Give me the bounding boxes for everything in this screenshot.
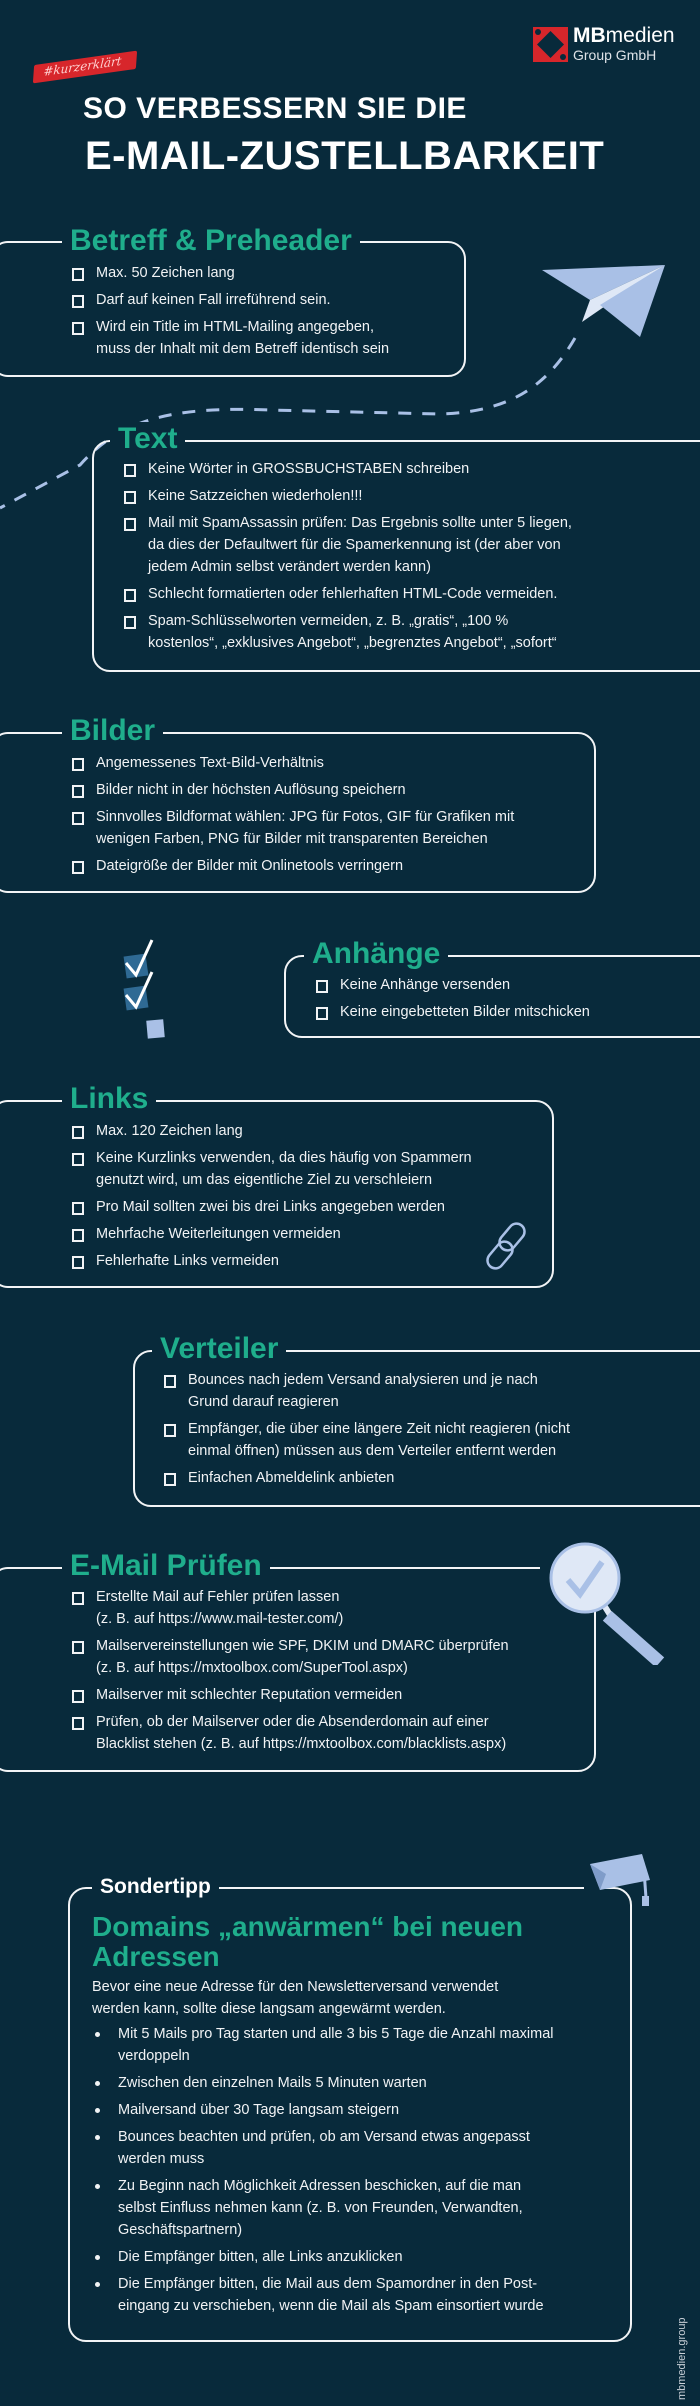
checkbox-icon	[72, 1717, 84, 1730]
bullet-icon	[95, 2255, 100, 2260]
checkbox-icon	[72, 1202, 84, 1215]
list-item	[93, 2099, 554, 2121]
list-item	[93, 2273, 554, 2317]
text-checklist	[123, 458, 572, 659]
logo-light-text: medien	[605, 24, 675, 47]
list-item	[71, 1147, 472, 1191]
list-item-text: verdoppeln	[118, 2048, 190, 2064]
checkbox-icon	[72, 758, 84, 771]
list-item-text: Darf auf keinen Fall irreführend sein.	[96, 292, 331, 308]
list-item-text: selbst Einfluss nehmen kann (z. B. von Freunden, Verwandten,	[118, 2200, 523, 2216]
list-item-text: Empfänger, die über eine längere Zeit nicht reagieren (nicht	[188, 1421, 571, 1437]
list-item	[71, 289, 389, 311]
checkbox-icon	[164, 1473, 176, 1486]
list-item-text: Mehrfache Weiterleitungen vermeiden	[96, 1226, 341, 1242]
hashtag-badge	[33, 51, 137, 84]
list-item-text: genutzt wird, um das eigentliche Ziel zu verschleiern	[96, 1172, 433, 1188]
checkbox-icon	[124, 464, 136, 477]
list-item-text: Zu Beginn nach Möglichkeit Adressen beschicken, auf die man	[118, 2178, 522, 2194]
list-item-text: Geschäftspartnern)	[118, 2222, 243, 2238]
tip-headline	[92, 1912, 523, 1972]
section-verteiler-title: Verteiler	[152, 1332, 286, 1366]
list-item	[71, 1120, 472, 1142]
list-item-text: Mailservereinstellungen wie SPF, DKIM und DMARC überprüfen	[96, 1638, 509, 1654]
hashtag-text: #kurzerklärt	[42, 53, 122, 79]
list-item-text: Keine Satzzeichen wiederholen!!!	[148, 488, 363, 504]
checkbox-icon	[72, 322, 84, 335]
checkbox-icon	[72, 812, 84, 825]
list-item-text: einmal öffnen) müssen aus dem Verteiler entfernt werden	[188, 1443, 557, 1459]
list-item-text: jedem Admin selbst verändert werden kann)	[148, 559, 431, 575]
list-item-text: Mailserver mit schlechter Reputation vermeiden	[96, 1687, 403, 1703]
bilder-checklist	[71, 752, 514, 882]
list-item-text: Dateigröße der Bilder mit Onlinetools verringern	[96, 858, 404, 874]
list-item	[71, 1635, 509, 1679]
list-item-text: Keine Anhänge versenden	[340, 977, 511, 993]
list-item-text: Keine Kurzlinks verwenden, da dies häufig von Spammern	[96, 1150, 472, 1166]
page-title-line2: E-MAIL-ZUSTELLBARKEIT	[85, 134, 605, 178]
list-item-text: Bounces beachten und prüfen, ob am Versand etwas angepasst	[118, 2129, 530, 2145]
list-item-text: kostenlos“, „exklusives Angebot“, „begrenztes Angebot“, „sofort“	[148, 635, 557, 651]
footer-url[interactable]: mbmedien.group	[676, 2317, 688, 2400]
list-item	[315, 1001, 590, 1023]
list-item-text: Mail mit SpamAssassin prüfen: Das Ergebnis sollte unter 5 liegen,	[148, 515, 572, 531]
page-title-line1: SO VERBESSERN SIE DIE	[83, 92, 467, 125]
logo-subtitle: Group GmbH	[573, 47, 657, 63]
tip-intro-line1: Bevor eine neue Adresse für den Newsletterversand verwendet	[92, 1979, 499, 1995]
chain-link-icon	[482, 1220, 536, 1274]
tip-label: Sondertipp	[92, 1875, 219, 1899]
list-item	[93, 2246, 554, 2268]
checkbox-icon	[72, 1256, 84, 1269]
betreff-checklist	[71, 262, 389, 365]
list-item	[71, 855, 514, 877]
graduation-cap-icon	[584, 1850, 656, 1912]
list-item-text: Blacklist stehen (z. B. auf https://mxtoolbox.com/blacklists.aspx)	[96, 1736, 507, 1752]
list-item-text: Keine eingebetteten Bilder mitschicken	[340, 1004, 590, 1020]
tip-headline-line2: Adressen	[92, 1941, 220, 1972]
anhaenge-checklist	[315, 974, 590, 1028]
list-item-text: Grund darauf reagieren	[188, 1394, 339, 1410]
section-text-title: Text	[110, 422, 185, 456]
magnifier-check-icon	[540, 1540, 665, 1665]
list-item-text: Keine Wörter in GROSSBUCHSTABEN schreiben	[148, 461, 470, 477]
pruefen-checklist	[71, 1586, 509, 1760]
checkbox-icon	[124, 589, 136, 602]
list-item-text: Bounces nach jedem Versand analysieren und je nach	[188, 1372, 538, 1388]
list-item-text: da dies der Defaultwert für die Spamerkennung ist (der aber von	[148, 537, 561, 553]
list-item	[93, 2175, 554, 2241]
links-checklist	[71, 1120, 472, 1277]
bullet-icon	[95, 2081, 100, 2086]
list-item-text: Einfachen Abmeldelink anbieten	[188, 1470, 395, 1486]
list-item-text: Erstellte Mail auf Fehler prüfen lassen	[96, 1589, 340, 1605]
checkbox-icon	[72, 1592, 84, 1605]
list-item-text: Max. 120 Zeichen lang	[96, 1123, 243, 1139]
checkbox-icon	[164, 1375, 176, 1388]
list-item	[71, 1223, 472, 1245]
list-item	[123, 458, 572, 480]
list-item	[163, 1418, 570, 1462]
checklist-icon	[120, 935, 175, 1045]
list-item-text: Wird ein Title im HTML-Mailing angegeben,	[96, 319, 375, 335]
list-item	[71, 806, 514, 850]
section-bilder-title: Bilder	[62, 714, 163, 748]
list-item-text: Angemessenes Text-Bild-Verhältnis	[96, 755, 324, 771]
checkbox-icon	[164, 1424, 176, 1437]
checkbox-icon	[124, 518, 136, 531]
bullet-icon	[95, 2108, 100, 2113]
list-item	[71, 316, 389, 360]
brand-logo	[533, 24, 678, 63]
checkbox-icon	[72, 1126, 84, 1139]
list-item	[93, 2072, 554, 2094]
bullet-icon	[95, 2135, 100, 2140]
checkbox-icon	[72, 295, 84, 308]
list-item	[123, 610, 572, 654]
list-item-text: Die Empfänger bitten, die Mail aus dem Spamordner in den Post-	[118, 2276, 538, 2292]
list-item-text: Mit 5 Mails pro Tag starten und alle 3 bis 5 Tage die Anzahl maximal	[118, 2026, 554, 2042]
list-item-text: Die Empfänger bitten, alle Links anzuklicken	[118, 2249, 403, 2265]
checkbox-icon	[124, 616, 136, 629]
list-item	[71, 752, 514, 774]
tip-intro	[92, 1976, 498, 2020]
list-item-text: Sinnvolles Bildformat wählen: JPG für Fotos, GIF für Grafiken mit	[96, 809, 515, 825]
bullet-icon	[95, 2032, 100, 2037]
list-item-text: Mailversand über 30 Tage langsam steigern	[118, 2102, 400, 2118]
bullet-icon	[95, 2184, 100, 2189]
list-item	[315, 974, 590, 996]
checkbox-icon	[72, 785, 84, 798]
list-item	[93, 2126, 554, 2170]
section-anhaenge-title: Anhänge	[304, 937, 448, 971]
list-item	[123, 485, 572, 507]
section-links-title: Links	[62, 1082, 156, 1116]
list-item-text: Zwischen den einzelnen Mails 5 Minuten warten	[118, 2075, 427, 2091]
list-item-text: wenigen Farben, PNG für Bilder mit transparenten Bereichen	[96, 831, 488, 847]
list-item-text: werden muss	[118, 2151, 205, 2167]
list-item-text: Bilder nicht in der höchsten Auflösung speichern	[96, 782, 406, 798]
list-item-text: Pro Mail sollten zwei bis drei Links angegeben werden	[96, 1199, 445, 1215]
bullet-icon	[95, 2282, 100, 2287]
logo-bold-text: MB	[573, 24, 606, 47]
section-betreff-title: Betreff & Preheader	[62, 224, 360, 258]
list-item-text: (z. B. auf https://mxtoolbox.com/SuperTool.aspx)	[96, 1660, 408, 1676]
list-item	[71, 779, 514, 801]
tip-headline-line1: Domains „anwärmen“ bei neuen	[92, 1911, 523, 1942]
list-item-text: Prüfen, ob der Mailserver oder die Absenderdomain auf einer	[96, 1714, 489, 1730]
list-item-text: muss der Inhalt mit dem Betreff identisch sein	[96, 341, 390, 357]
list-item-text: eingang zu verschieben, wenn die Mail als Spam einsortiert wurde	[118, 2298, 544, 2314]
checkbox-icon	[316, 1007, 328, 1020]
list-item-text: Spam-Schlüsselworten vermeiden, z. B. „gratis“, „100 %	[148, 613, 509, 629]
checkbox-icon	[72, 1153, 84, 1166]
list-item	[93, 2023, 554, 2067]
checkbox-icon	[72, 861, 84, 874]
checkbox-icon	[72, 1641, 84, 1654]
tip-intro-line2: werden kann, sollte diese langsam angewärmt werden.	[92, 2001, 446, 2017]
list-item	[123, 512, 572, 578]
list-item	[71, 262, 389, 284]
checkbox-icon	[124, 491, 136, 504]
list-item	[163, 1369, 570, 1413]
list-item-text: Max. 50 Zeichen lang	[96, 265, 235, 281]
checkbox-icon	[72, 268, 84, 281]
checkbox-icon	[72, 1229, 84, 1242]
list-item	[71, 1196, 472, 1218]
checkbox-icon	[316, 980, 328, 993]
list-item	[71, 1711, 509, 1755]
list-item-text: Fehlerhafte Links vermeiden	[96, 1253, 279, 1269]
list-item-text: Schlecht formatierten oder fehlerhaften HTML-Code vermeiden.	[148, 586, 558, 602]
list-item	[123, 583, 572, 605]
checkbox-icon	[72, 1690, 84, 1703]
list-item-text: (z. B. auf https://www.mail-tester.com/)	[96, 1611, 344, 1627]
logo-mark-icon	[533, 27, 568, 62]
list-item	[71, 1586, 509, 1630]
verteiler-checklist	[163, 1369, 570, 1494]
list-item	[163, 1467, 570, 1489]
list-item	[71, 1250, 472, 1272]
section-pruefen-title: E-Mail Prüfen	[62, 1549, 270, 1583]
list-item	[71, 1684, 509, 1706]
tip-bullet-list	[93, 2023, 554, 2322]
